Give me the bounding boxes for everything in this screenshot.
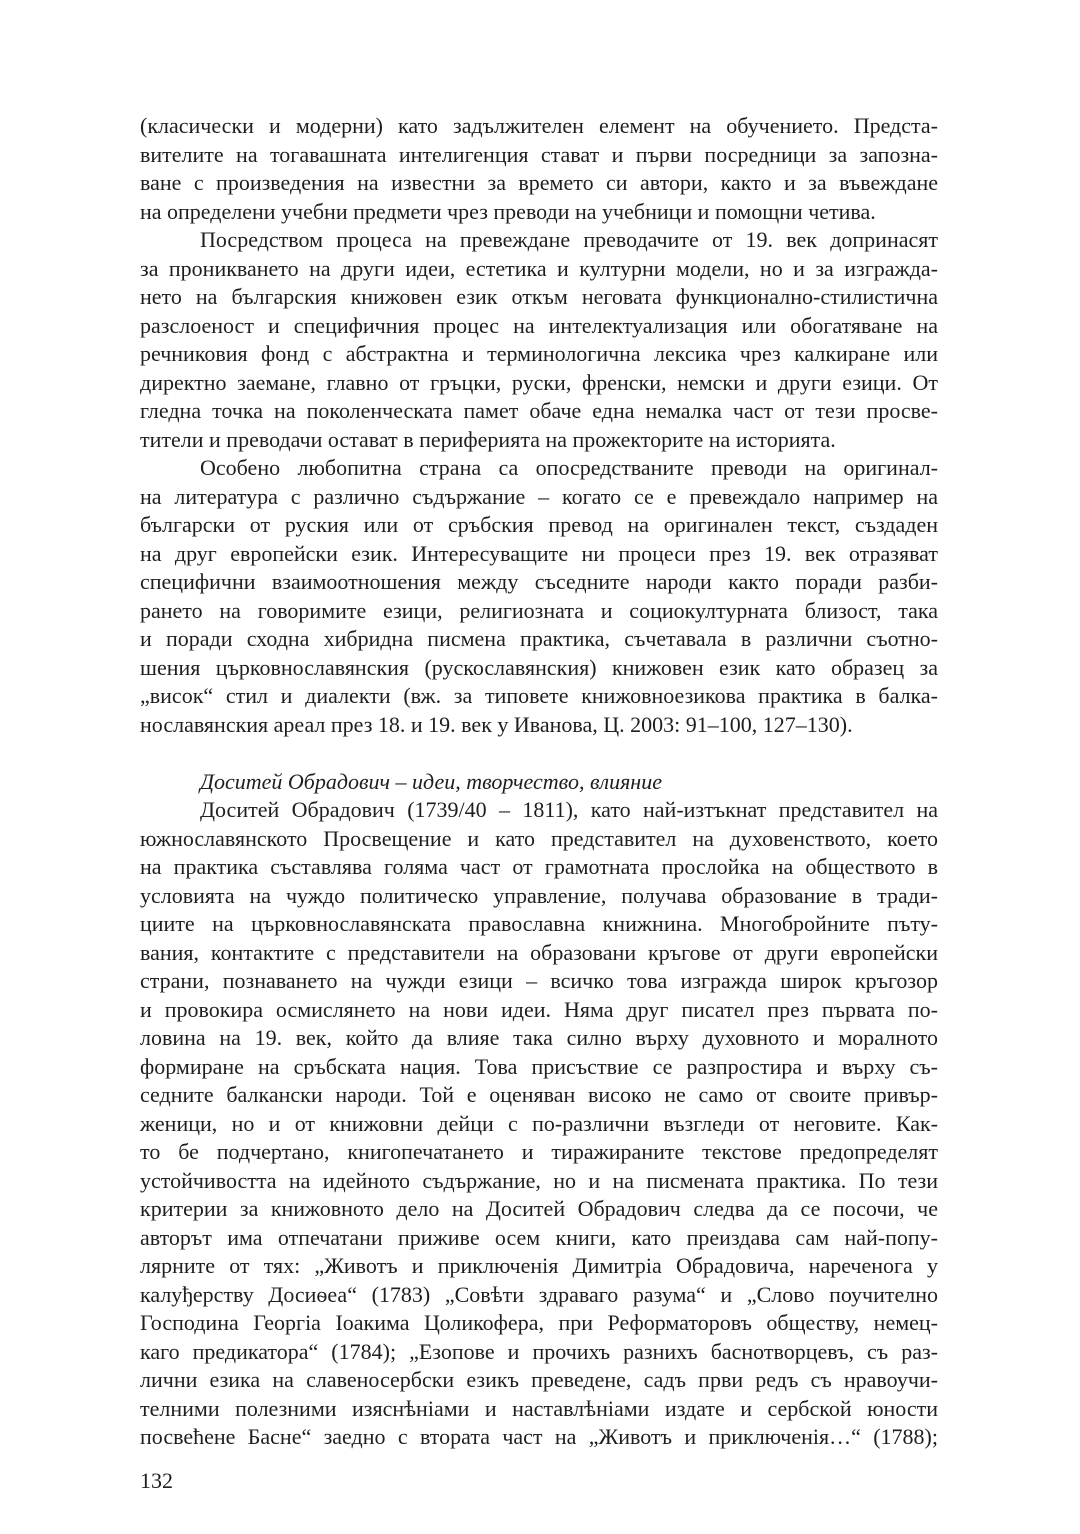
text-line: нето на българския книжовен език откъм неговата функционално-стилистична: [140, 284, 938, 309]
text-line: каго предикатора“ (1784); „Езопове и прочихъ разнихъ баснотворцевъ, съ раз-: [140, 1338, 938, 1364]
text-line: лични езика на славеносербски езикъ преведене, садъ први редъ съ нравоучи-: [140, 1367, 938, 1392]
text-line: на друг европейски език. Интересуващите ни процеси през 19. век отразяват: [140, 540, 938, 566]
text-line: то бе подчертано, книгопечатането и тиражираните текстове предопределят: [140, 1139, 938, 1164]
text-line: специфични взаимоотношения между съседните народи както поради разби-: [140, 569, 938, 594]
text-line: ловина на 19. век, който да влияе така силно върху духовното и моралното: [140, 1025, 938, 1050]
text-line: „висок“ стил и диалекти (вж. за типовете книжовноезикова практика в балка-: [140, 683, 938, 708]
text-line: формиране на сръбската нация. Това присъствие се разпростира и върху съ-: [140, 1053, 938, 1079]
text-line: устойчивостта на идейното съдържание, но и на писмената практика. По тези: [140, 1167, 938, 1193]
text-line: критерии за книжовното дело на Доситей Обрадович следва да се посочи, че: [140, 1196, 938, 1221]
text-line: южнославянското Просвещение и като представител на духовенството, което: [140, 825, 938, 851]
text-line: калуђерству Досиѳеа“ (1783) „Совѣти здраваго разума“ и „Слово поучително: [140, 1281, 938, 1307]
section-heading: Доситей Обрадович – идеи, творчество, влияние: [200, 768, 662, 794]
text-line: Особено любопитна страна са опосредстваните преводи на оригинал-: [200, 455, 938, 480]
text-line: седните балкански народи. Той е оценяван високо не само от своите привър-: [140, 1082, 938, 1107]
text-line: рането на говоримите езици, религиозната и социокултурната близост, така: [140, 597, 938, 623]
text-line: тители и преводачи остават в периферията на прожекторите на историята.: [140, 426, 836, 452]
text-line: на литература с различно съдържание – когато се е превеждало например на: [140, 483, 938, 509]
text-line: Господина Георгіа Іоакима Цоликофера, при Реформаторовъ обществу, немец-: [140, 1310, 938, 1335]
text-line: Доситей Обрадович (1739/40 – 1811), като най-изтъкнат представител на: [200, 797, 938, 822]
text-line: шения църковнославянския (рускославянския) книжовен език като образец за: [140, 654, 938, 680]
text-line: на практика съставлява голяма част от грамотната прослойка на обществото в: [140, 854, 938, 879]
text-line: речниковия фонд с абстрактна и терминологична лексика чрез калкиране или: [140, 341, 938, 366]
paragraph: [140, 454, 938, 739]
section-gap: [140, 739, 938, 768]
text-line: ване с произведения на известни за времето си автори, както и за въвеждане: [140, 170, 938, 195]
text-line: циите на църковнославянската православна книжнина. Многобройните пъту-: [140, 911, 938, 936]
text-line: български от руския или от сръбския превод на оригинален текст, създаден: [140, 512, 938, 537]
page-body: [140, 112, 938, 1452]
text-line: женици, но и от книжовни дейци с по-различни възгледи от неговите. Как-: [140, 1110, 938, 1136]
paragraph: [140, 796, 938, 1452]
page-number: 132: [140, 1468, 173, 1493]
text-line: страни, познаването на чужди езици – всичко това изгражда широк кръгозор: [140, 968, 938, 993]
text-line: директно заемане, главно от гръцки, руски, френски, немски и други езици. От: [140, 369, 938, 395]
text-line: гледна точка на поколенческата памет обаче една немалка част от тези просве-: [140, 398, 938, 423]
text-line: телними полезними изяснѣніами и наставлѣніами издате и сербской юности: [140, 1395, 938, 1421]
text-line: Посредством процеса на превеждане преводачите от 19. век допринасят: [200, 227, 938, 252]
text-line: и провокира осмислянето на нови идеи. Няма друг писател през първата по-: [140, 996, 938, 1022]
text-line: посвећене Басне“ заедно с втората част на „Животъ и приключенія…“ (1788);: [140, 1424, 938, 1449]
text-line: вания, контактите с представители на образовани кръгове от други европейски: [140, 939, 938, 965]
text-line: разслоеност и специфичния процес на интелектуализация или обогатяване на: [140, 312, 938, 338]
text-line: за проникването на други идеи, естетика и културни модели, но и за изгражда-: [140, 255, 938, 281]
text-line: и поради сходна хибридна писмена практика, съчетавала в различни съотно-: [140, 626, 938, 651]
text-line: нославянския ареал през 18. и 19. век у Иванова, Ц. 2003: 91–100, 127–130).: [140, 711, 853, 737]
text-line: на определени учебни предмети чрез преводи на учебници и помощни четива.: [140, 198, 876, 224]
text-line: вителите на тогавашната интелигенция стават и първи посредници за запозна-: [140, 141, 938, 167]
text-line: условията на чуждо политическо управление, получава образование в тради-: [140, 882, 938, 908]
paragraph: [140, 112, 938, 226]
text-line: авторът има отпечатани приживе осем книги, като преиздава сам най-попу-: [140, 1224, 938, 1250]
text-line: лярните от тях: „Животъ и приключенія Димитріа Обрадовича, нареченога у: [140, 1253, 938, 1278]
text-line: (класически и модерни) като задължителен елемент на обучението. Предста-: [140, 113, 938, 138]
paragraph: [140, 226, 938, 454]
